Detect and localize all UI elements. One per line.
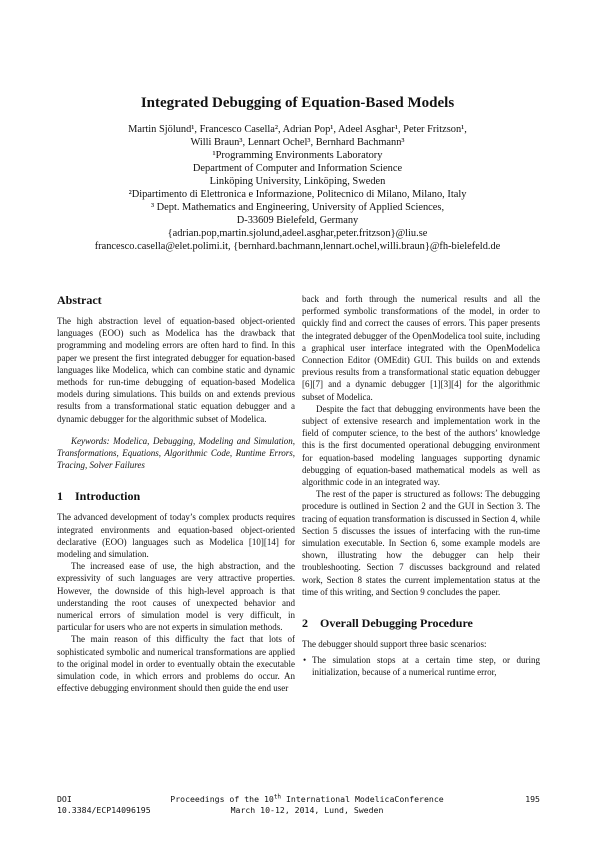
section-1-heading bbox=[57, 489, 295, 503]
abstract-heading: Abstract bbox=[57, 293, 102, 307]
footer-doi-value: 10.3384/ECP14096195 bbox=[57, 805, 151, 815]
author-emails-other: francesco.casella@elet.polimi.it, {bernhard.bachmann,lennart.ochel,willi.braun}@fh-bielefeld.de bbox=[94, 241, 501, 252]
author-block bbox=[40, 123, 555, 253]
section-1-number: 1 bbox=[57, 489, 63, 504]
intro-paragraph-5: Despite the fact that debugging environments have been the subject of extensive research and implementation work in the field of computer science, to the best of the authors’ knowledge this is the first documented operational debugging environment for equation-based modeling languages supporting dynamic debugging of equation-based mathematical models as well as algorithmic code in an integrated way. bbox=[302, 403, 540, 488]
footer-page-number: 195 bbox=[525, 794, 540, 804]
section-2-title: Overall Debugging Procedure bbox=[320, 616, 473, 631]
footer-date: March 10-12, 2014, Lund, Sweden bbox=[230, 805, 384, 815]
affiliation-1-department: Department of Computer and Information Science bbox=[192, 163, 403, 174]
affiliation-3-city: D-33609 Bielefeld, Germany bbox=[236, 215, 359, 226]
left-column bbox=[57, 293, 295, 694]
footer-proceedings-name bbox=[117, 794, 497, 805]
abstract-text: The high abstraction level of equation-based object-oriented languages (EOO) such as Modelica has the drawback that programming and modeling errors are often hard to find. In this paper we present the first integrated debugger for equation-based languages like Modelica, which can combine static and dynamic methods for run-time debugging of equation-based Modelica models during simulations. This builds on and extends previous results from a transformational static equation debugger and a dynamic debugger for the algorithmic subset of Modelica. bbox=[57, 316, 295, 424]
footer-proc-sup: th bbox=[273, 793, 282, 801]
affiliation-1-university: Linköping University, Linköping, Sweden bbox=[209, 176, 386, 187]
bullet-icon: • bbox=[303, 655, 307, 666]
affiliation-1-lab: ¹Programming Environments Laboratory bbox=[212, 150, 383, 161]
right-column bbox=[302, 293, 540, 679]
section-2-number: 2 bbox=[302, 616, 308, 631]
footer-proceedings bbox=[117, 794, 497, 816]
affiliation-2: ²Dipartimento di Elettronica e Informazione, Politecnico di Milano, Milano, Italy bbox=[128, 189, 467, 200]
intro-paragraph-6: The rest of the paper is structured as follows: The debugging procedure is outlined in Section 2 and the GUI in Section 3. The tracing of equation transformation is discussed in Section 4, while Section 5 discusses the issues of interfacing with the run-time simulation executable. In Section 6, some example models are shown, illustrating how the debugger can help their troubleshooting. Section 7 discusses background and related work, Section 8 states the current implementation status at the time of this writing, and Section 9 concludes the paper. bbox=[302, 489, 540, 597]
intro-paragraph-3: The main reason of this difficulty the fact that lots of sophisticated symbolic and numerical transformations are applied to the original model in order to eventually obtain the executable simulation code, in which errors and problems do occur. An effective debugging environment should then guide the end user bbox=[57, 634, 295, 694]
footer-proc-pre: Proceedings of the 10 bbox=[170, 794, 274, 804]
author-emails-liu: {adrian.pop,martin.sjolund,adeel.asghar,peter.fritzson}@liu.se bbox=[167, 228, 428, 239]
list-item-text: The simulation stops at a certain time step, or during initialization, because of a numerical runtime error, bbox=[312, 655, 540, 678]
author-names-line-1: Martin Sjölund¹, Francesco Casella², Adrian Pop¹, Adeel Asghar¹, Peter Fritzson¹, bbox=[128, 124, 467, 135]
paper-title: Integrated Debugging of Equation-Based Models bbox=[140, 95, 455, 111]
footer-proc-post: International ModelicaConference bbox=[281, 794, 444, 804]
author-names-line-2: Willi Braun³, Lennart Ochel³, Bernhard Bachmann³ bbox=[190, 137, 405, 148]
scenario-list bbox=[302, 654, 540, 678]
intro-paragraph-2: The increased ease of use, the high abstraction, and the expressivity of such languages are very attractive properties. However, the downside of this high-level approach is that understanding the root causes of unexpected behavior and numerical errors of simulation model is very difficult, in particular for users who are not experts in simulation methods. bbox=[57, 561, 295, 633]
keywords: Keywords: Modelica, Debugging, Modeling and Simulation, Transformations, Equations, Algorithmic Code, Runtime Errors, Tracing, Solver Failures bbox=[57, 435, 295, 471]
footer-doi-label: DOI bbox=[57, 794, 72, 804]
intro-paragraph-4: back and forth through the numerical results and all the performed symbolic transformations of the model, in order to quickly find and correct the causes of errors. This paper presents the integrated debugger of the OpenModelica tool suite, including a graphical user interface integrated with the OpenModelica Connection Editor (OMEdit) GUI. This builds on and extends previous results from a transformational static equation debugger [6][7] and a dynamic debugger [1][3][4] for the algorithmic subset of Modelica. bbox=[302, 294, 540, 402]
affiliation-3-dept: ³ Dept. Mathematics and Engineering, University of Applied Sciences, bbox=[150, 202, 445, 213]
intro-paragraph-1: The advanced development of today’s complex products requires integrated environments and equation-based object-oriented declarative (EOO) languages such as Modelica [10][14] for modeling and simulation. bbox=[57, 512, 295, 560]
section-2-heading bbox=[302, 616, 540, 630]
list-item bbox=[302, 654, 540, 678]
section-1-title: Introduction bbox=[75, 489, 141, 504]
section-2-paragraph-1: The debugger should support three basic scenarios: bbox=[302, 639, 487, 650]
